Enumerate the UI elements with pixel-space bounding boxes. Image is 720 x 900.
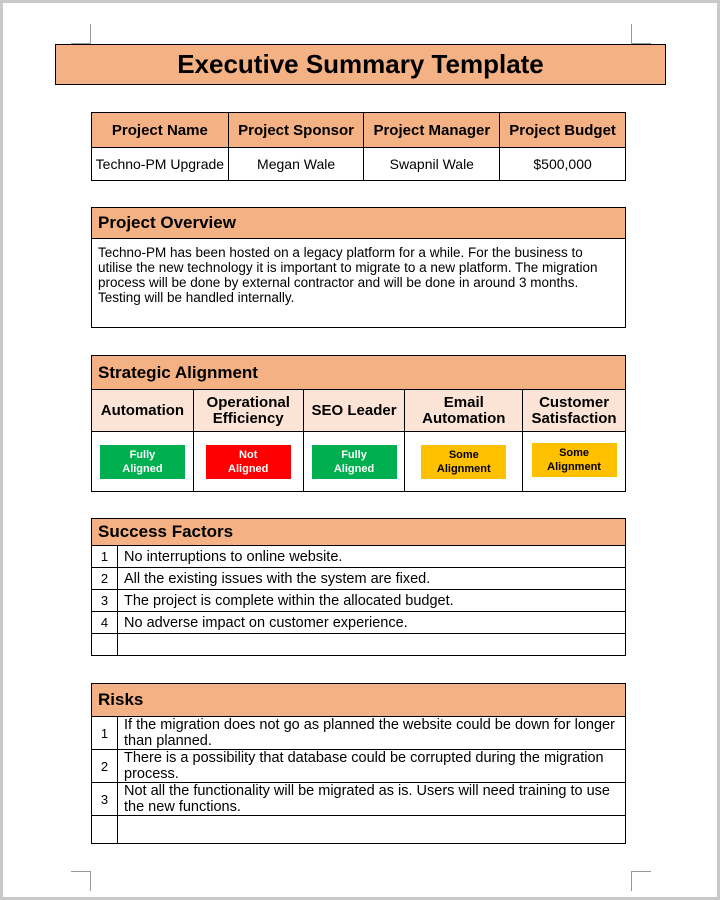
alignment-cell (523, 432, 626, 492)
success-factors-heading: Success Factors (92, 519, 626, 546)
status-badge: Not Aligned (206, 445, 291, 479)
table-row (92, 750, 626, 783)
project-info-table (91, 112, 626, 181)
overview-heading: Project Overview (92, 208, 626, 239)
project-sponsor-value: Megan Wale (228, 148, 364, 181)
table-row (92, 546, 626, 568)
alignment-cell (405, 432, 523, 492)
success-factors-table (91, 518, 626, 656)
project-overview-table (91, 207, 626, 328)
alignment-cell (92, 432, 194, 492)
crop-mark-bottom-left (71, 871, 91, 891)
alignment-col-automation: Automation (92, 390, 194, 432)
alignment-col-email-automation: Email Automation (405, 390, 523, 432)
row-text: There is a possibility that database could be corrupted during the migration process. (118, 750, 626, 783)
row-number: 2 (92, 568, 118, 590)
strategic-alignment-table (91, 355, 626, 492)
row-text: No interruptions to online website. (118, 546, 626, 568)
alignment-heading: Strategic Alignment (92, 356, 626, 390)
row-number: 2 (92, 750, 118, 783)
table-row (92, 568, 626, 590)
status-badge: Some Alignment (532, 443, 617, 477)
alignment-col-seo-leader: SEO Leader (303, 390, 405, 432)
status-badge: Fully Aligned (100, 445, 185, 479)
overview-text: Techno-PM has been hosted on a legacy platform for a while. For the business to utilise the new technology it is important to migrate to a new platform. The migration process will be done by external contractor and will be done in around 3 months. Testing will be handled internally. (92, 239, 626, 328)
header-project-manager: Project Manager (364, 113, 500, 148)
table-row (92, 612, 626, 634)
row-number: 1 (92, 546, 118, 568)
alignment-cell (303, 432, 405, 492)
row-text: Not all the functionality will be migrated as is. Users will need training to use the new functions. (118, 783, 626, 816)
row-text: The project is complete within the allocated budget. (118, 590, 626, 612)
header-project-name: Project Name (92, 113, 229, 148)
row-number: 3 (92, 783, 118, 816)
project-budget-value: $500,000 (500, 148, 626, 181)
crop-mark-bottom-right (631, 871, 651, 891)
row-number: 4 (92, 612, 118, 634)
project-manager-value: Swapnil Wale (364, 148, 500, 181)
page-title: Executive Summary Template (55, 44, 666, 85)
empty-row (92, 634, 626, 656)
risks-heading: Risks (92, 684, 626, 717)
alignment-col-operational-efficiency: Operational Efficiency (193, 390, 303, 432)
table-row (92, 717, 626, 750)
row-text: If the migration does not go as planned the website could be down for longer than planned. (118, 717, 626, 750)
alignment-col-customer-satisfaction: Customer Satisfaction (523, 390, 626, 432)
table-row (92, 590, 626, 612)
header-project-sponsor: Project Sponsor (228, 113, 364, 148)
row-number: 3 (92, 590, 118, 612)
status-badge: Fully Aligned (312, 445, 397, 479)
row-text: All the existing issues with the system are fixed. (118, 568, 626, 590)
project-name-value: Techno-PM Upgrade (92, 148, 229, 181)
header-project-budget: Project Budget (500, 113, 626, 148)
crop-mark-top-left (71, 24, 91, 44)
crop-mark-top-right (631, 24, 651, 44)
status-badge: Some Alignment (421, 445, 506, 479)
row-number: 1 (92, 717, 118, 750)
empty-row (92, 816, 626, 844)
alignment-cell (193, 432, 303, 492)
row-text: No adverse impact on customer experience. (118, 612, 626, 634)
risks-table (91, 683, 626, 844)
table-row (92, 783, 626, 816)
